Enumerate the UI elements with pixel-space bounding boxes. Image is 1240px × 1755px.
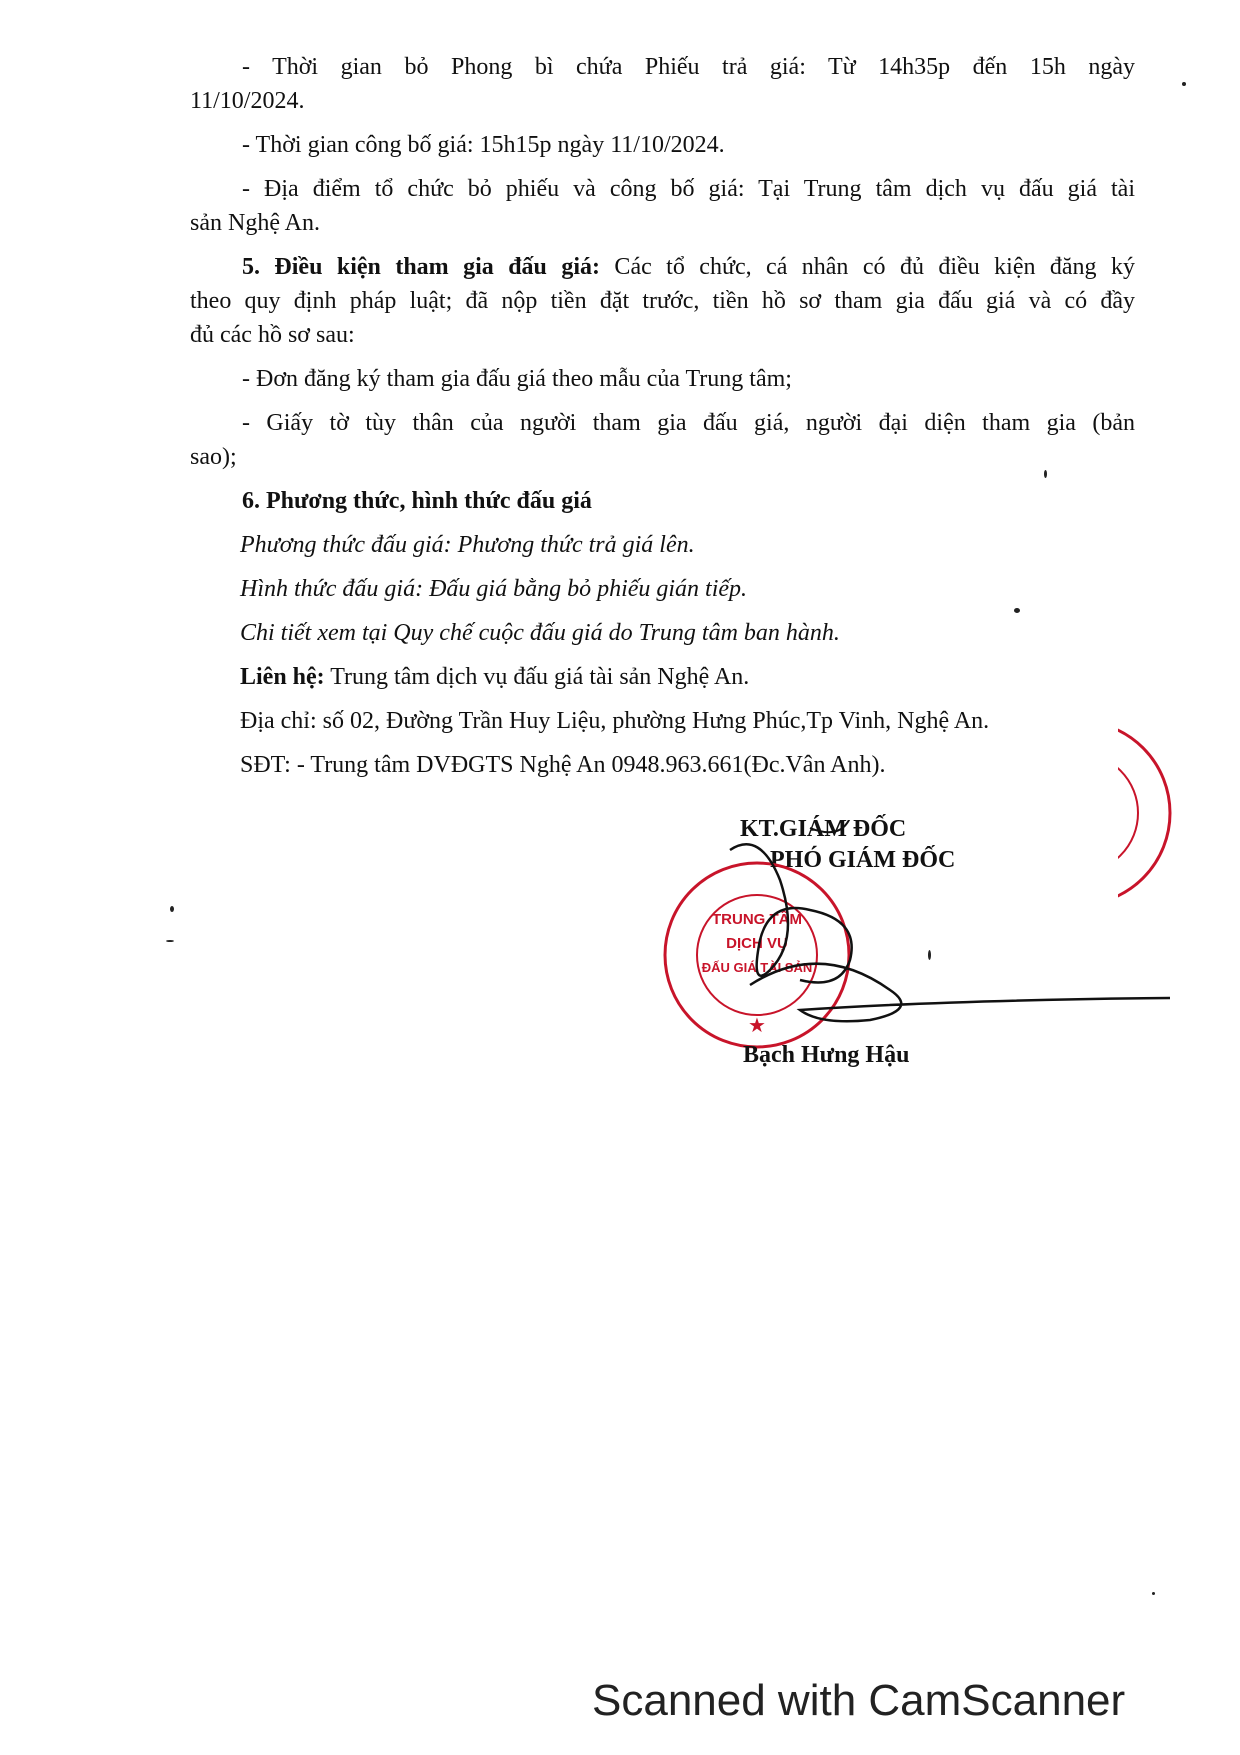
scan-speck <box>928 950 931 960</box>
announcement-time-line: - Thời gian công bố giá: 15h15p ngày 11/10/2024. <box>242 132 725 158</box>
scan-speck <box>1182 82 1186 86</box>
section-5-heading: 5. Điều kiện tham gia đấu giá: <box>242 254 600 280</box>
handwritten-signature <box>690 820 1190 1060</box>
regulation-note-line: Chi tiết xem tại Quy chế cuộc đấu giá do Trung tâm ban hành. <box>240 620 840 646</box>
stamp-line-1: TRUNG TÂM <box>712 911 802 928</box>
contact-label: Liên hệ: <box>240 664 325 690</box>
auction-date-line: 11/10/2024. <box>190 88 305 114</box>
requirement-id-documents-cont: sao); <box>190 444 237 470</box>
scan-speck <box>170 906 174 912</box>
requirement-application-form: - Đơn đăng ký tham gia đấu giá theo mẫu của Trung tâm; <box>242 366 792 392</box>
camscanner-watermark: Scanned with CamScanner <box>592 1676 1126 1725</box>
phone-line: SĐT: - Trung tâm DVĐGTS Nghệ An 0948.963.661(Đc.Vân Anh). <box>240 752 886 778</box>
section-5-line <box>242 250 1135 284</box>
requirement-id-documents: - Giấy tờ tùy thân của người tham gia đấu giá, người đại diện tham gia (bản <box>242 410 1135 436</box>
svg-text:★: ★ <box>748 1015 766 1037</box>
scan-speck <box>1014 608 1020 613</box>
auction-form-line: Hình thức đấu giá: Đấu giá bằng bỏ phiếu gián tiếp. <box>240 576 748 602</box>
conditions-line-cont: đủ các hồ sơ sau: <box>190 322 355 348</box>
signer-name: Bạch Hưng Hậu <box>743 1042 910 1068</box>
stamp-line-2: DỊCH VỤ <box>726 935 788 952</box>
section-6-heading: 6. Phương thức, hình thức đấu giá <box>242 488 592 514</box>
venue-line-cont: sản Nghệ An. <box>190 210 320 236</box>
stamp-line-3: ĐẤU GIÁ TÀI SẢN <box>701 960 813 975</box>
scan-speck <box>1152 1592 1155 1595</box>
venue-line: - Địa điểm tổ chức bỏ phiếu và công bố giá: Tại Trung tâm dịch vụ đấu giá tài <box>242 176 1135 202</box>
contact-text: Trung tâm dịch vụ đấu giá tài sản Nghệ An. <box>324 664 750 690</box>
scan-speck <box>1044 470 1047 478</box>
signature-title-director: KT.GIÁM ĐỐC <box>740 816 907 842</box>
scan-speck <box>166 940 174 942</box>
conditions-line: theo quy định pháp luật; đã nộp tiền đặt trước, tiền hồ sơ tham gia đấu giá và có đầy <box>190 288 1135 314</box>
auction-time-line: - Thời gian bỏ Phong bì chứa Phiếu trả giá: Từ 14h35p đến 15h ngày <box>242 54 1135 80</box>
contact-line <box>240 660 1135 694</box>
signature-title-deputy: PHÓ GIÁM ĐỐC <box>770 847 956 873</box>
auction-method-line: Phương thức đấu giá: Phương thức trả giá lên. <box>240 532 695 558</box>
section-5-text: Các tổ chức, cá nhân có đủ điều kiện đăng ký <box>600 254 1135 280</box>
address-line: Địa chỉ: số 02, Đường Trần Huy Liệu, phường Hưng Phúc,Tp Vinh, Nghệ An. <box>240 708 990 734</box>
